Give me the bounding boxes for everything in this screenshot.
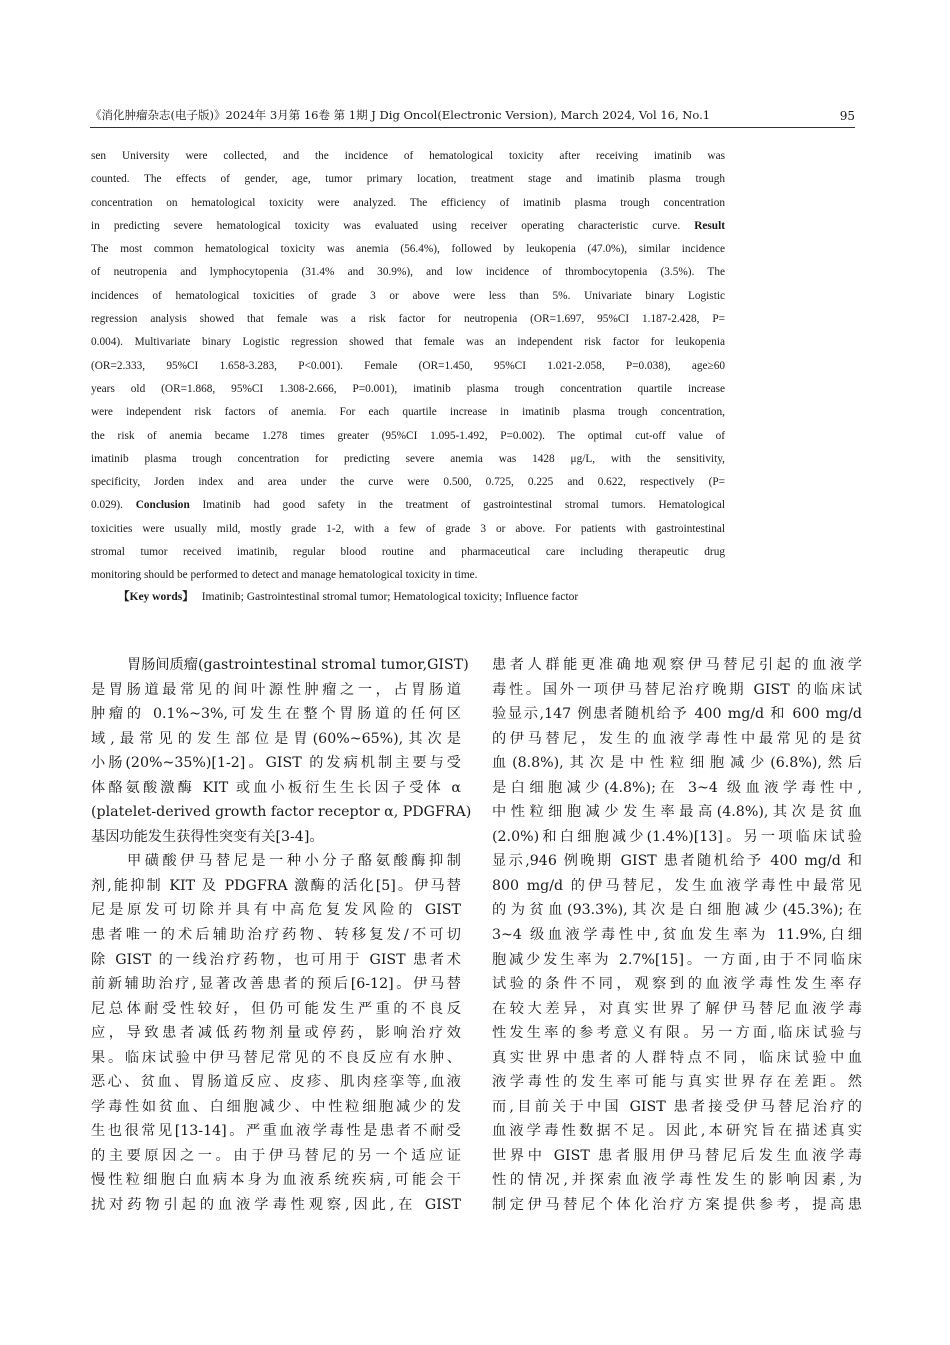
abstract-line-text: 0.029). <box>91 499 136 512</box>
abstract-line: imatinib plasma trough concentration for predicting severe anemia was 1428 μg/L, with the sensitivity, <box>91 452 725 465</box>
body-line: 尼是原发可切除并具有中高危复发风险的 GIST <box>91 902 461 919</box>
body-line: 肿瘤的 0.1%~3%,可发生在整个胃肠道的任何区 <box>91 706 461 723</box>
body-line: 液学毒性的发生率可能与真实世界存在差距。然 <box>492 1074 862 1091</box>
page-number: 95 <box>839 109 855 123</box>
body-line: 扰对药物引起的血液学毒性观察,因此,在 GIST <box>91 1197 461 1214</box>
body-line: 应，导致患者减低药物剂量或停药，影响治疗效 <box>91 1025 461 1042</box>
abstract-line: (OR=2.333, 95%CI 1.658-3.283, P<0.001). Female (OR=1.450, 95%CI 1.021-2.058, P=0.038), age≥60 <box>91 359 725 372</box>
body-line: 真实世界中患者的人群特点不同，临床试验中血 <box>492 1049 862 1066</box>
abstract-line: concentration on hematological toxicity were analyzed. The efficiency of imatinib plasma trough concentration <box>91 196 725 209</box>
abstract-line: toxicities were usually mild, mostly grade 1-2, with a few of grade 3 or above. For patients with gastrointestinal <box>91 522 725 535</box>
body-line: 患者人群能更准确地观察伊马替尼引起的血液学 <box>492 657 862 673</box>
abstract-line: the risk of anemia became 1.278 times greater (95%CI 1.095-1.492, P=0.002). The optimal cut-off value of <box>91 429 725 442</box>
abstract-line: sen University were collected, and the incidence of hematological toxicity after receiving imatinib was <box>91 150 725 162</box>
journal-running-title: 《消化肿瘤杂志(电子版)》2024年 3月第 16卷 第 1期 J Dig Oncol(Electronic Version), March 2024, Vol 16, No.1 <box>90 108 711 122</box>
abstract-line: incidences of hematological toxicities of grade 3 or above were less than 5%. Univariate binary Logistic <box>91 289 725 302</box>
body-line: 验显示,147 例患者随机给予 400 mg/d 和 600 mg/d <box>492 706 862 723</box>
abstract-line: of neutropenia and lymphocytopenia (31.4% and 30.9%), and low incidence of thrombocytopenia (3.5%). The <box>91 266 725 279</box>
body-line: 胞减少发生率为 2.7%[15]。一方面,由于不同临床 <box>492 951 862 968</box>
keywords-label: 【Key words】 <box>118 591 194 603</box>
abstract-line: The most common hematological toxicity was anemia (56.4%), followed by leukopenia (47.0%), similar incidence <box>91 243 725 256</box>
running-header <box>90 105 855 128</box>
result-heading: Result <box>694 219 725 232</box>
body-line: 的为贫血(93.3%),其次是白细胞减少(45.3%);在 <box>492 902 862 919</box>
body-line: 生也很常见[13-14]。严重血液学毒性是患者不耐受 <box>91 1123 461 1140</box>
body-line: 剂,能抑制 KIT 及 PDGFRA 激酶的活化[5]。伊马替 <box>91 877 461 894</box>
keywords-text: Imatinib; Gastrointestinal stromal tumor; Hematological toxicity; Influence factor <box>201 591 579 603</box>
body-line: 慢性粒细胞白血病本身为血液系统疾病,可能会干 <box>91 1172 461 1189</box>
body-line: 血(8.8%),其次是中性粒细胞减少(6.8%),然后 <box>492 755 862 772</box>
body-line: 试验的条件不同，观察到的血液学毒性发生率存 <box>492 976 862 993</box>
body-line: (platelet-derived growth factor receptor α, PDGFRA) <box>91 804 472 821</box>
body-line: 显示,946 例晚期 GIST 患者随机给予 400 mg/d 和 <box>492 853 862 870</box>
body-line: 体酪氨酸激酶 KIT 或血小板衍生生长因子受体 α <box>91 779 461 796</box>
body-line: 而,目前关于中国 GIST 患者接受伊马替尼治疗的 <box>492 1098 862 1115</box>
body-line: 性发生率的参考意义有限。另一方面,临床试验与 <box>492 1025 862 1042</box>
body-line: 胃肠间质瘤(gastrointestinal stromal tumor,GIST) <box>127 657 469 673</box>
abstract-line: years old (OR=1.868, 95%CI 1.308-2.666, P=0.001), imatinib plasma trough concentration quartile increase <box>91 382 725 395</box>
body-left-column <box>91 653 472 1218</box>
body-line: 3~4 级血液学毒性中,贫血发生率为 11.9%,白细 <box>492 927 862 944</box>
body-line: 小肠(20%~35%)[1-2]。GIST 的发病机制主要与受 <box>91 755 461 772</box>
body-line: 患者唯一的术后辅助治疗药物、转移复发/不可切 <box>91 927 461 944</box>
abstract-line: 0.004). Multivariate binary Logistic regression showed that female was an independent risk factor for leukopenia <box>91 336 725 349</box>
body-line: 除 GIST 的一线治疗药物，也可用于 GIST 患者术 <box>91 951 461 968</box>
conclusion-heading: Conclusion <box>135 499 190 512</box>
body-line: 恶心、贫血、胃肠道反应、皮疹、肌肉痉挛等,血液 <box>91 1074 461 1091</box>
body-line: 域,最常见的发生部位是胃(60%~65%),其次是 <box>91 730 461 747</box>
abstract-line: specificity, Jorden index and area under the curve were 0.500, 0.725, 0.225 and 0.622, respectively (P= <box>91 476 725 489</box>
abstract-line <box>91 494 725 517</box>
body-line: 中性粒细胞减少发生率最高(4.8%),其次是贫血 <box>492 804 862 821</box>
abstract-line: were independent risk factors of anemia. For each quartile increase in imatinib plasma trough concentration, <box>91 406 725 419</box>
body-line: 的伊马替尼，发生的血液学毒性中最常见的是贫 <box>492 730 862 747</box>
keywords <box>118 588 578 604</box>
body-line: 制定伊马替尼个体化治疗方案提供参考，提高患 <box>492 1197 862 1214</box>
body-line: 甲磺酸伊马替尼是一种小分子酪氨酸酶抑制 <box>127 853 461 870</box>
english-abstract <box>91 145 725 588</box>
body-line: 是白细胞减少(4.8%);在 3~4 级血液学毒性中, <box>492 779 862 796</box>
abstract-line: counted. The effects of gender, age, tumor primary location, treatment stage and imatinib plasma trough <box>91 173 725 186</box>
body-line: 是胃肠道最常见的间叶源性肿瘤之一，占胃肠道 <box>91 681 461 698</box>
body-line: 性的情况,并探索血液学毒性发生的影响因素,为 <box>492 1172 862 1189</box>
abstract-line <box>91 215 725 238</box>
abstract-line: monitoring should be performed to detect and manage hematological toxicity in time. <box>91 569 478 582</box>
body-line: 尼总体耐受性较好，但仍可能发生严重的不良反 <box>91 1000 461 1017</box>
body-line: 毒性。国外一项伊马替尼治疗晚期 GIST 的临床试 <box>492 681 862 698</box>
body-line: 800 mg/d 的伊马替尼，发生血液学毒性中最常见 <box>492 877 862 894</box>
body-line: 基因功能发生获得性突变有关[3-4]。 <box>91 828 324 845</box>
body-right-column <box>492 653 862 1218</box>
body-line: 果。临床试验中伊马替尼常见的不良反应有水肿、 <box>91 1049 461 1066</box>
body-line: 在较大差异，对真实世界了解伊马替尼血液学毒 <box>492 1000 862 1017</box>
body-line: 学毒性如贫血、白细胞减少、中性粒细胞减少的发 <box>91 1098 461 1115</box>
body-line: 的主要原因之一。由于伊马替尼的另一个适应证 <box>91 1147 461 1164</box>
abstract-line: regression analysis showed that female was a risk factor for neutropenia (OR=1.697, 95%CI 1.187-2.428, P= <box>91 313 725 326</box>
body-line: 血液学毒性数据不足。因此,本研究旨在描述真实 <box>492 1123 862 1140</box>
abstract-line-tail: Imatinib had good safety in the treatment of gastrointestinal stromal tumors. Hematological <box>189 499 725 512</box>
abstract-line: stromal tumor received imatinib, regular blood routine and pharmaceutical care including therapeutic drug <box>91 546 725 559</box>
body-line: 前新辅助治疗,显著改善患者的预后[6-12]。伊马替 <box>91 976 461 993</box>
body-line: 世界中 GIST 患者服用伊马替尼后发生血液学毒 <box>492 1147 862 1164</box>
abstract-line-text: in predicting severe hematological toxicity was evaluated using receiver operating characteristic curve. <box>91 219 695 232</box>
body-line: (2.0%)和白细胞减少(1.4%)[13]。另一项临床试验 <box>492 828 862 845</box>
